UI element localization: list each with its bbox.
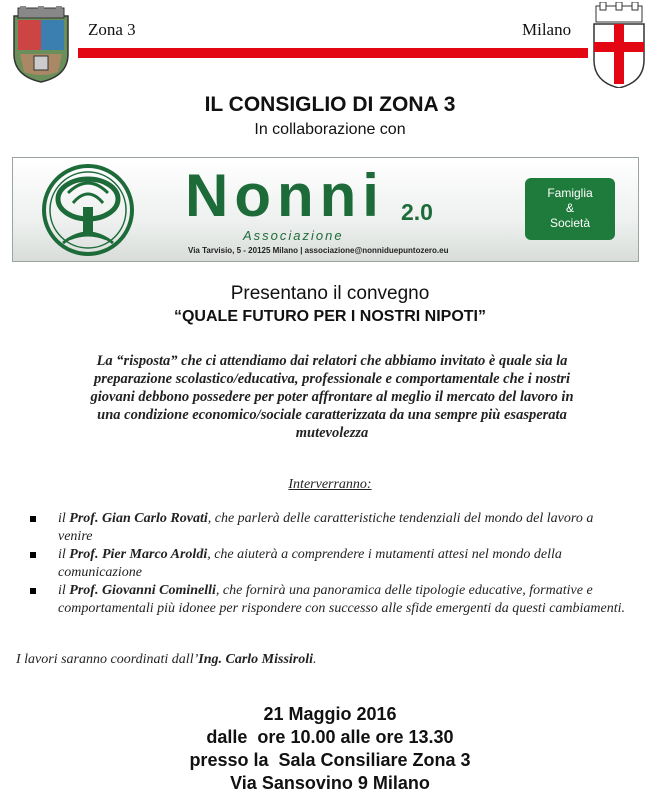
coordinator-name: Ing. Carlo Missiroli xyxy=(198,652,314,667)
event-details xyxy=(0,703,660,795)
speaker-name: Prof. Pier Marco Aroldi xyxy=(69,547,208,562)
speaker-prefix: il xyxy=(58,547,70,562)
badge-line: & xyxy=(565,201,574,215)
nonni-banner xyxy=(12,157,639,262)
header-city-label: Milano xyxy=(522,20,572,39)
speaker-prefix: il xyxy=(58,511,70,526)
brand-associazione: Associazione xyxy=(243,228,344,243)
famiglia-societa-badge xyxy=(525,178,615,240)
celtic-tree-icon xyxy=(33,163,143,257)
zona3-crest-icon xyxy=(8,6,74,84)
list-item xyxy=(30,510,630,546)
event-date: 21 Maggio 2016 xyxy=(263,704,397,724)
speaker-prefix: il xyxy=(58,583,70,598)
speakers-list xyxy=(30,510,630,618)
badge-line: Società xyxy=(549,216,591,230)
brand-version: 2.0 xyxy=(401,199,433,225)
list-item xyxy=(30,546,630,582)
badge-line: Famiglia xyxy=(547,186,593,200)
interverranno-label: Interverranno: xyxy=(288,477,372,492)
coordination-note xyxy=(16,652,317,668)
speaker-description: , che parlerà delle caratteristiche tendenziali del mondo del lavoro a venire xyxy=(58,511,594,544)
event-address: Via Sansovino 9 Milano xyxy=(230,773,430,793)
list-item xyxy=(30,582,630,618)
speaker-description: , che fornirà una panoramica delle tipologie educative, formative e comportamentali più idonee per rispondere con successo alle sfide emergenti da questi cambiamenti. xyxy=(58,583,626,616)
intro-paragraph: La “risposta” che ci attendiamo dai relatori che abbiamo invitato è quale sia la preparazione scolastico/educativa, professionale e comportamentale che i nostri giovani debbono possedere per poter affrontare al meglio il mercato del lavoro in una condizione economico/sociale caratterizzata da una sempre più esasperata mutevolezza xyxy=(90,353,574,441)
speaker-name: Prof. Gian Carlo Rovati xyxy=(69,511,208,526)
presentano-label: Presentano il convegno xyxy=(230,283,430,304)
bullet-icon xyxy=(30,588,36,594)
page-title: IL CONSIGLIO DI ZONA 3 xyxy=(204,93,456,116)
header-zona-label: Zona 3 xyxy=(88,20,136,39)
convegno-title: “QUALE FUTURO PER I NOSTRI NIPOTI” xyxy=(173,308,486,325)
brand-address: Via Tarvisio, 5 - 20125 Milano | associazione@nonniduepuntozero.eu xyxy=(188,246,449,255)
coordination-suffix: . xyxy=(313,652,317,667)
bullet-icon xyxy=(30,552,36,558)
milano-crest-icon xyxy=(590,2,648,88)
brand-name: Nonni xyxy=(185,162,385,229)
page-subtitle: In collaborazione con xyxy=(254,121,406,138)
event-time: dalle ore 10.00 alle ore 13.30 xyxy=(206,727,454,747)
bullet-icon xyxy=(30,516,36,522)
coordination-prefix: I lavori saranno coordinati dall’ xyxy=(16,652,199,667)
header-red-bar xyxy=(78,48,588,58)
speaker-description: , che aiuterà a comprendere i mutamenti attesi nel mondo della comunicazione xyxy=(58,547,562,580)
speaker-name: Prof. Giovanni Cominelli xyxy=(69,583,216,598)
event-place: presso la Sala Consiliare Zona 3 xyxy=(189,750,471,770)
